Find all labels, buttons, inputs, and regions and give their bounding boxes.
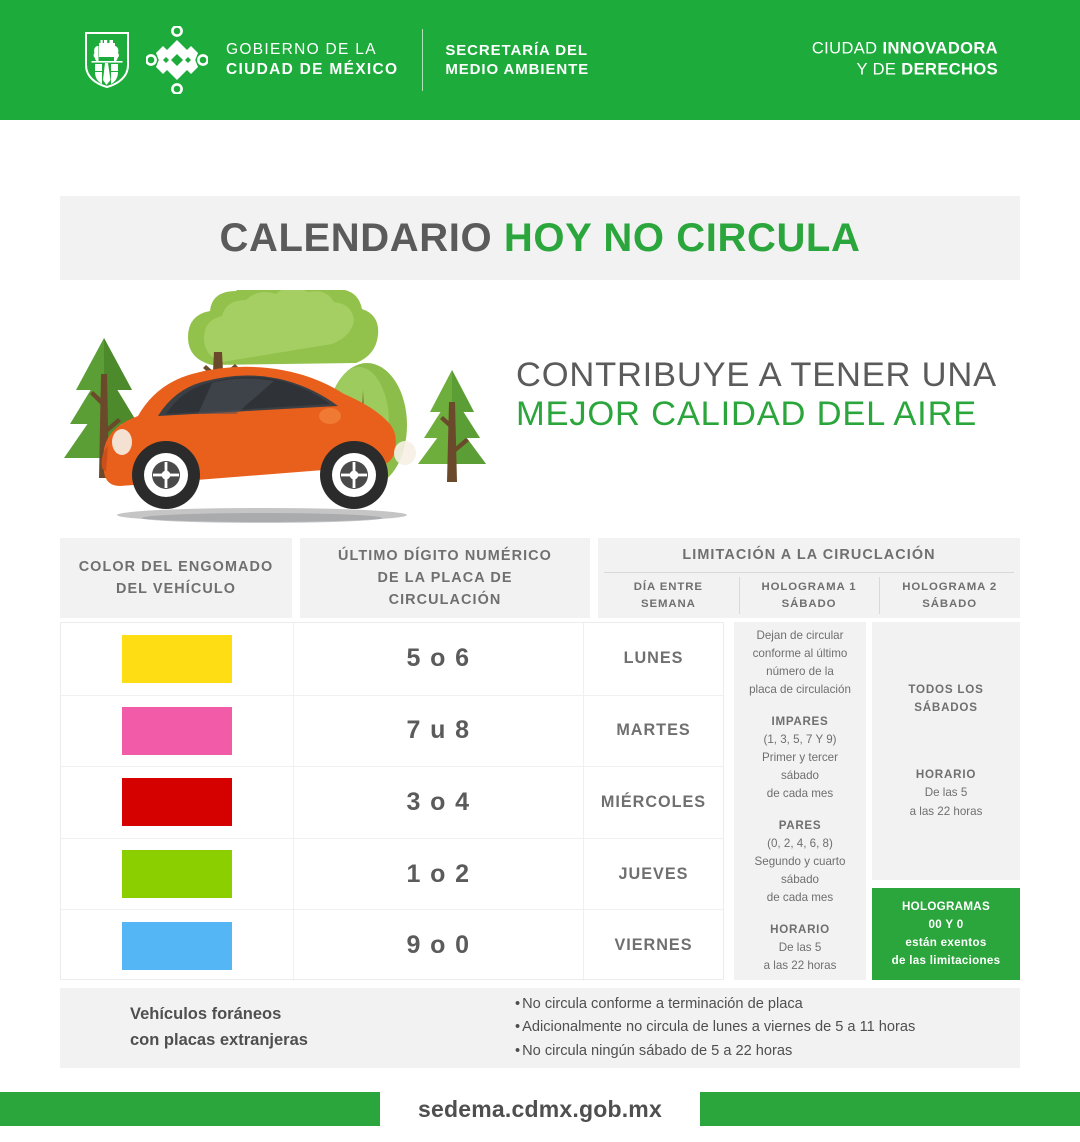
exempt-line-3: están exentos	[905, 936, 987, 949]
page-title-grey: CALENDARIO	[219, 215, 504, 260]
tail-light	[112, 429, 132, 455]
cell-plate-digits: 1 o 2	[293, 839, 583, 910]
tagline-line-2: MEJOR CALIDAD DEL AIRE	[516, 395, 978, 434]
foreign-vehicles-notes	[60, 988, 1020, 1068]
cell-plate-digits: 7 u 8	[293, 696, 583, 767]
exempt-line-2: 00 Y 0	[928, 918, 964, 932]
city-slogan	[812, 39, 998, 82]
subheader-weekday-line-2: SEMANA	[640, 597, 696, 610]
header-digit-line-1: ÚLTIMO DÍGITO NUMÉRICO	[338, 547, 552, 564]
header-bar	[0, 0, 1080, 120]
table-row	[61, 766, 723, 838]
table-row	[61, 695, 723, 767]
footer-bar-right	[700, 1092, 1080, 1126]
column-header-digit	[300, 538, 590, 618]
table-row	[61, 909, 723, 981]
header-divider	[422, 29, 423, 91]
slogan-line-1: CIUDAD INNOVADORA	[811, 39, 998, 58]
subheader-weekday	[598, 573, 739, 618]
color-swatch-rojo	[122, 778, 232, 826]
hologram-2-saturday-panel	[872, 622, 1020, 880]
color-swatch-rosa	[122, 707, 232, 755]
cell-color	[61, 922, 293, 970]
subheader-hologram-1	[739, 573, 880, 618]
notes-left-line-1: Vehículos foráneos	[130, 1005, 282, 1024]
color-swatch-verde	[122, 850, 232, 898]
secretariat-line-1: SECRETARÍA DEL	[445, 41, 588, 59]
subheader-hologram2-line-1: HOLOGRAMA 2	[902, 580, 998, 593]
table-row	[61, 838, 723, 910]
subheader-hologram-2	[879, 573, 1020, 618]
pine-tree-right	[418, 370, 486, 482]
holo1-intro: Dejan de circular conforme al último número de la placa de circulación	[749, 629, 851, 697]
cell-plate-digits: 5 o 6	[293, 623, 583, 695]
column-header-color	[60, 538, 292, 618]
car-and-trees-illustration	[62, 290, 532, 530]
subheader-hologram1-line-1: HOLOGRAMA 1	[761, 580, 857, 593]
subheader-hologram1-line-2: SÁBADO	[781, 597, 837, 610]
page-title-bar	[60, 196, 1020, 280]
color-swatch-amarillo	[122, 635, 232, 683]
header-limitation-title: LIMITACIÓN A LA CIRUCLACIÓN	[682, 547, 936, 563]
footer-bar-left	[0, 1092, 380, 1126]
cell-weekday: MIÉRCOLES	[583, 767, 723, 838]
cell-weekday: LUNES	[583, 623, 723, 695]
holo1-horario: HORARIO De las 5 a las 22 horas	[763, 922, 837, 972]
hero-section	[0, 290, 1080, 535]
cell-color	[61, 850, 293, 898]
note-bullet: • No circula conforme a terminación de placa	[515, 993, 915, 1017]
ground-shadow	[142, 513, 382, 523]
cell-plate-digits: 3 o 4	[293, 767, 583, 838]
government-line-2: CIUDAD DE MÉXICO	[226, 61, 399, 78]
exempt-line-4: de las limitaciones	[891, 953, 1001, 967]
cell-weekday: VIERNES	[583, 910, 723, 981]
tagline-line-1: CONTRIBUYE A TENER UNA	[516, 356, 997, 394]
exempt-line-1: HOLOGRAMAS	[901, 900, 991, 914]
table-row	[61, 623, 723, 695]
secretariat-line-2: MEDIO AMBIENTE	[445, 61, 590, 78]
color-swatch-azul	[122, 922, 232, 970]
cell-color	[61, 778, 293, 826]
cell-color	[61, 707, 293, 755]
holo2-all-saturdays: TODOS LOS SÁBADOS	[908, 682, 984, 715]
notes-left-line-2: con placas extranjeras	[130, 1031, 308, 1049]
page-title-green: HOY NO CIRCULA	[503, 215, 861, 260]
footer-website-url[interactable]: sedema.cdmx.gob.mx	[418, 1095, 662, 1122]
holo1-impares: IMPARES (1, 3, 5, 7 Y 9) Primer y tercer sábado de cada mes	[761, 715, 838, 801]
cdmx-shield-icon	[84, 31, 130, 89]
header-color-line-1: COLOR DEL ENGOMADO	[78, 558, 274, 575]
note-bullet: • Adicionalmente no circula de lunes a viernes de 5 a 11 horas	[515, 1016, 915, 1040]
government-title	[226, 40, 398, 80]
cell-plate-digits: 9 o 0	[293, 910, 583, 981]
cdmx-logo-icon	[146, 26, 208, 94]
notes-bullet-list	[515, 993, 915, 1064]
header-color-line-2: DEL VEHÍCULO	[115, 581, 237, 597]
calendar-table	[60, 622, 724, 980]
cell-weekday: MARTES	[583, 696, 723, 767]
cell-color	[61, 635, 293, 683]
foreign-vehicles-label	[60, 1002, 515, 1053]
side-mirror	[319, 408, 341, 424]
government-branding	[84, 26, 589, 94]
subheader-weekday-line-1: DÍA ENTRE	[633, 580, 703, 593]
header-digit-line-3: CIRCULACIÓN	[388, 592, 502, 609]
header-digit-line-2: DE LA PLACA DE	[377, 569, 513, 586]
cell-weekday: JUEVES	[583, 839, 723, 910]
hero-tagline	[516, 356, 997, 435]
head-light	[394, 441, 416, 465]
government-line-1: GOBIERNO DE LA	[226, 41, 377, 59]
exempt-holograms-box	[872, 888, 1020, 980]
page-title	[220, 216, 861, 261]
secretariat-title	[445, 41, 589, 80]
holo2-horario: HORARIO De las 5 a las 22 horas	[909, 767, 983, 818]
hologram-1-saturday-panel	[734, 622, 866, 980]
column-header-limitation	[598, 538, 1020, 618]
holo1-pares: PARES (0, 2, 4, 6, 8) Segundo y cuarto sábado de cada mes	[754, 818, 846, 904]
slogan-line-2: Y DE DERECHOS	[856, 61, 998, 79]
subheader-hologram2-line-2: SÁBADO	[922, 597, 978, 610]
footer-bar	[0, 1092, 1080, 1126]
note-bullet: • No circula ningún sábado de 5 a 22 horas	[515, 1040, 915, 1064]
